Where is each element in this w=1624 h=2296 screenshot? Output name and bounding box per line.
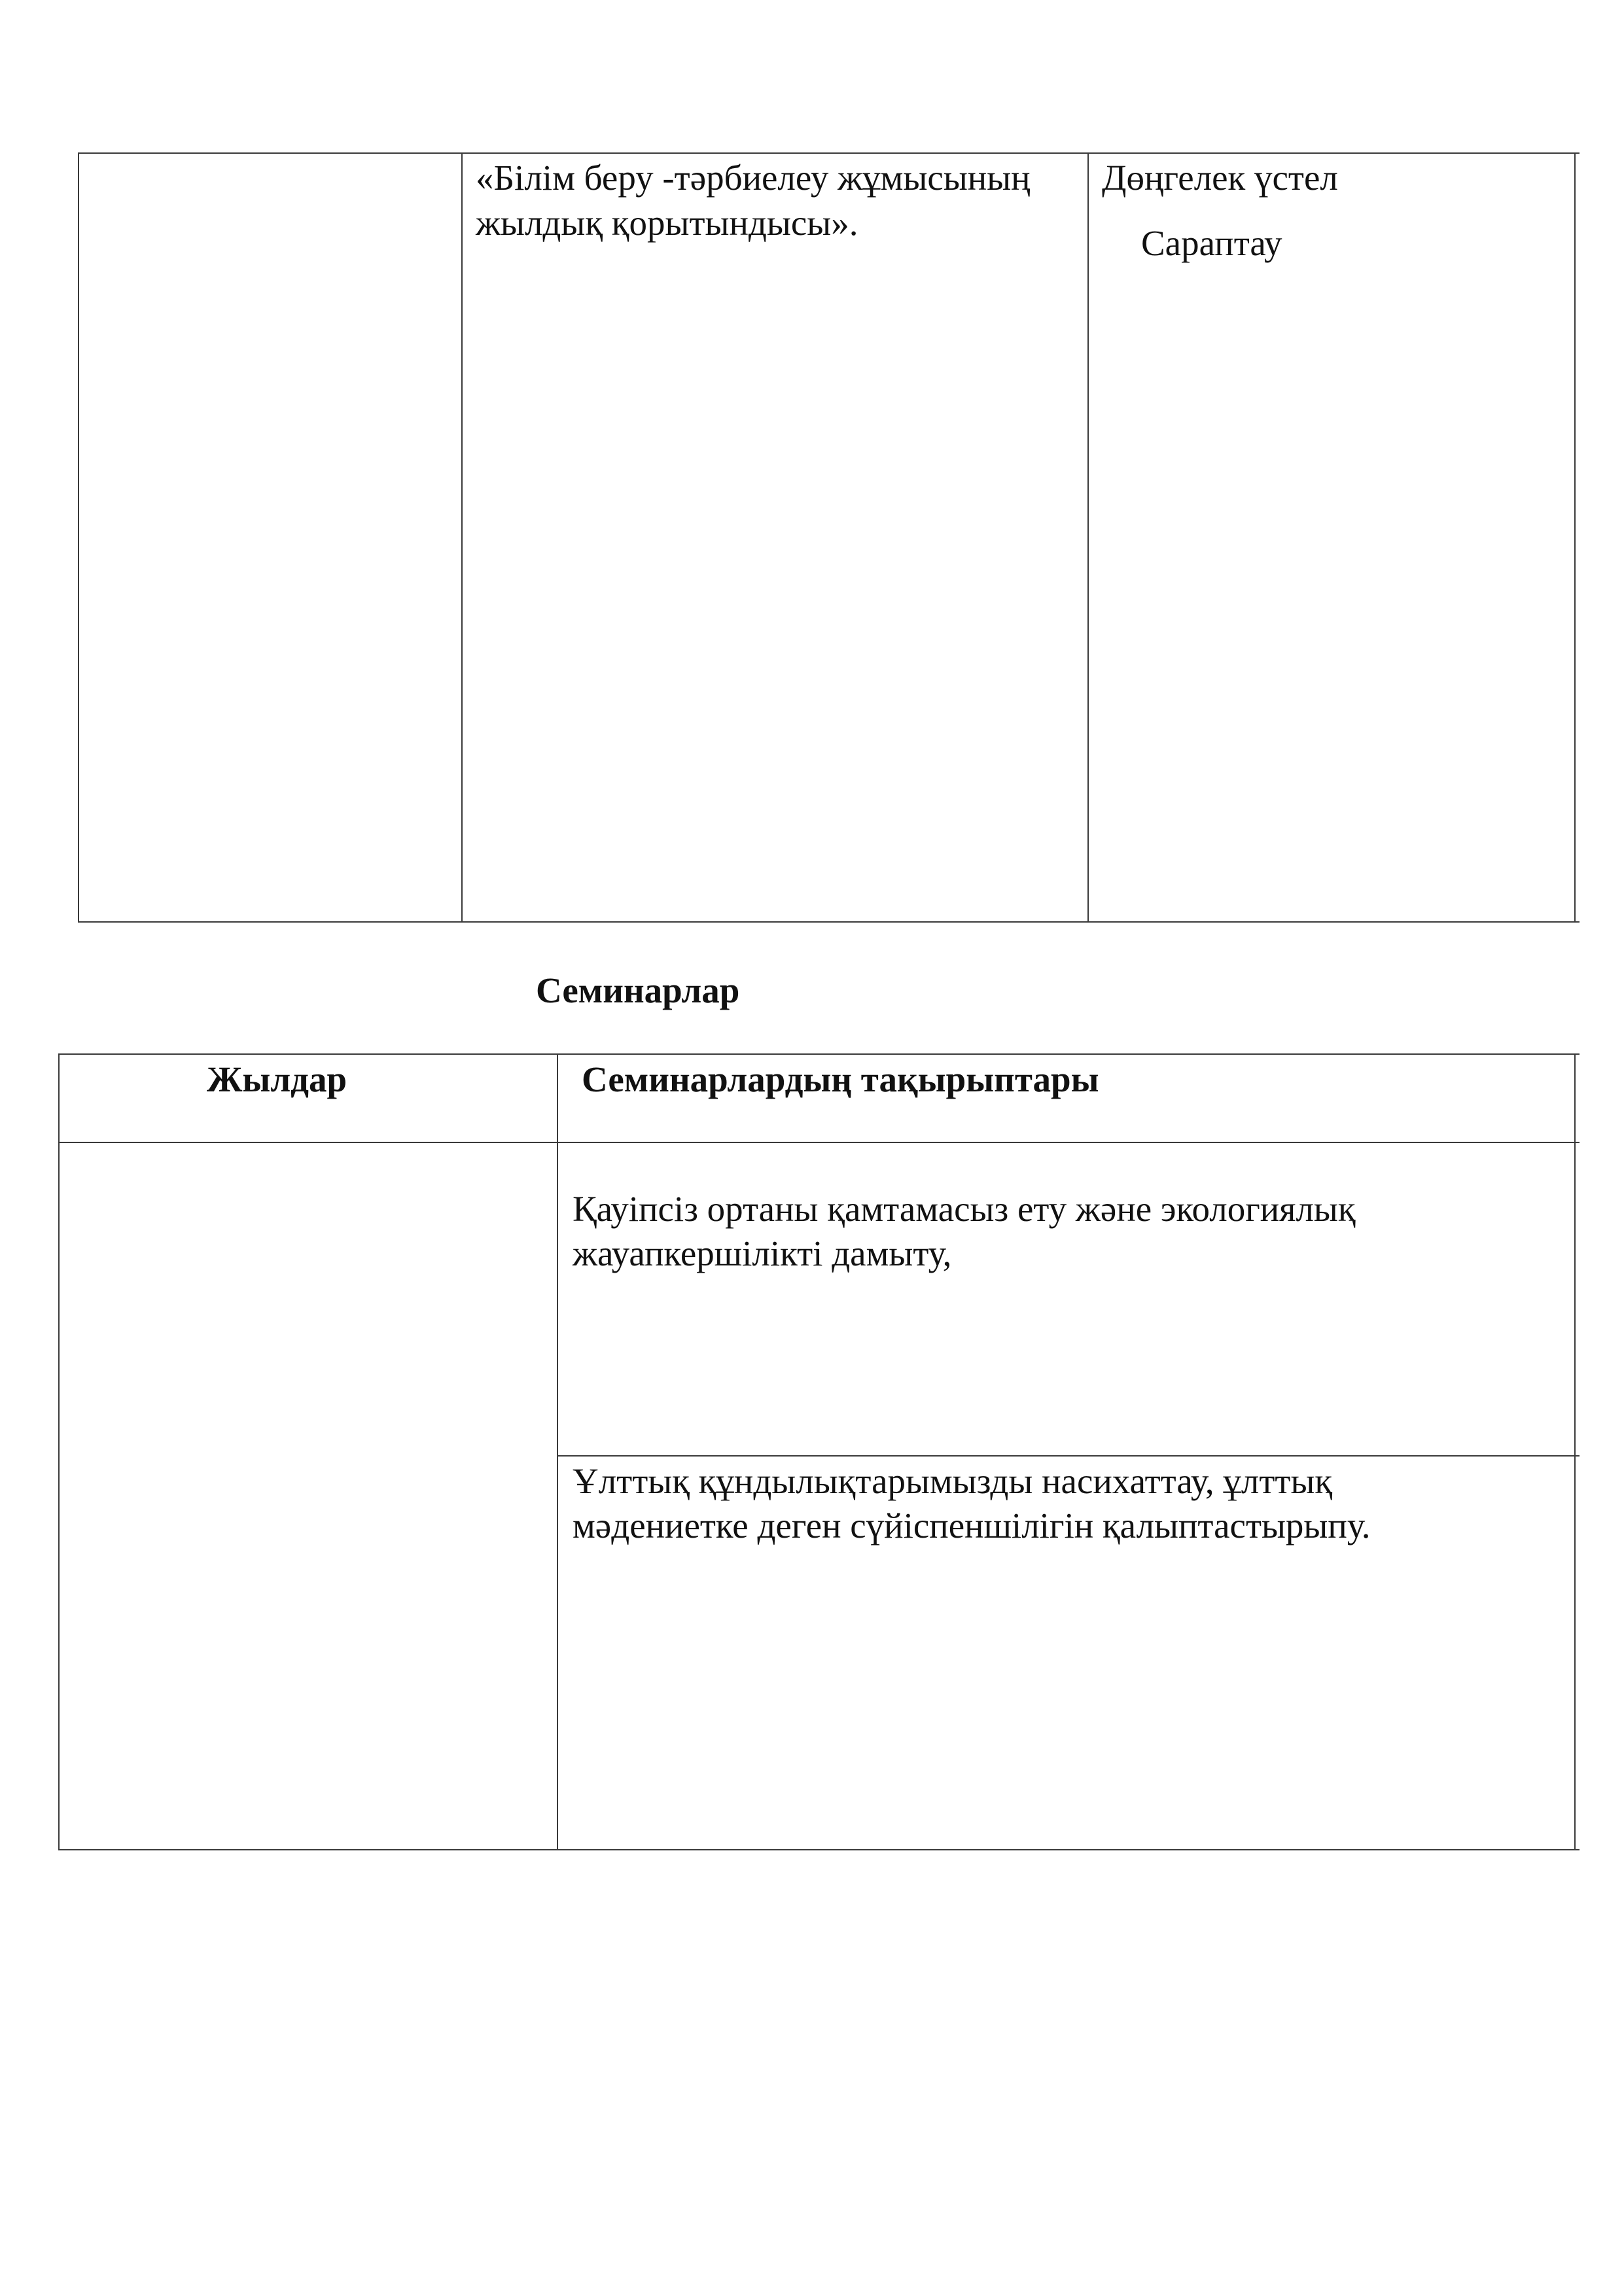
seminar-table-column-divider xyxy=(557,1053,558,1850)
top-table-border-top xyxy=(78,152,1580,154)
seminar-topic-1-line-1: Қауіпсіз ортаны қамтамасыз ету және экологиялық xyxy=(573,1189,1356,1229)
top-table-cell-3-line-2: Сараптау xyxy=(1141,223,1282,263)
seminar-table-border-right xyxy=(1574,1053,1576,1850)
top-table-cell-2-line-2: жылдық қорытындысы». xyxy=(476,203,858,243)
top-table-cell-3-line-1: Дөңгелек үстел xyxy=(1102,158,1338,198)
seminar-table xyxy=(0,1047,1624,1858)
top-table xyxy=(0,0,1624,929)
seminar-table-border-top xyxy=(58,1053,1580,1055)
seminar-topic-2-line-2: мәдениетке деген сүйіспеншілігін қалыптастырыпу. xyxy=(573,1506,1371,1545)
section-title: Семинарлар xyxy=(536,970,740,1010)
seminar-table-border-left xyxy=(58,1053,60,1850)
seminar-topic-1-line-2: жауапкершілікті дамыту, xyxy=(573,1233,952,1273)
top-table-border-left xyxy=(78,152,79,923)
seminar-table-header-divider xyxy=(58,1142,1580,1143)
top-table-border-bottom xyxy=(78,921,1580,923)
top-table-cell-2-line-1: «Білім беру -тәрбиелеу жұмысының xyxy=(476,158,1031,198)
top-table-divider-2 xyxy=(1087,152,1089,923)
top-table-divider-1 xyxy=(461,152,463,923)
header-years: Жылдар xyxy=(207,1059,347,1099)
header-topics: Семинарлардың тақырыптары xyxy=(582,1059,1099,1099)
top-table-border-right xyxy=(1574,152,1576,923)
seminar-table-row-divider xyxy=(557,1455,1580,1457)
seminar-table-border-bottom xyxy=(58,1849,1580,1850)
seminar-topic-2-line-1: Ұлттық құндылықтарымызды насихаттау, ұлттық xyxy=(573,1461,1333,1501)
